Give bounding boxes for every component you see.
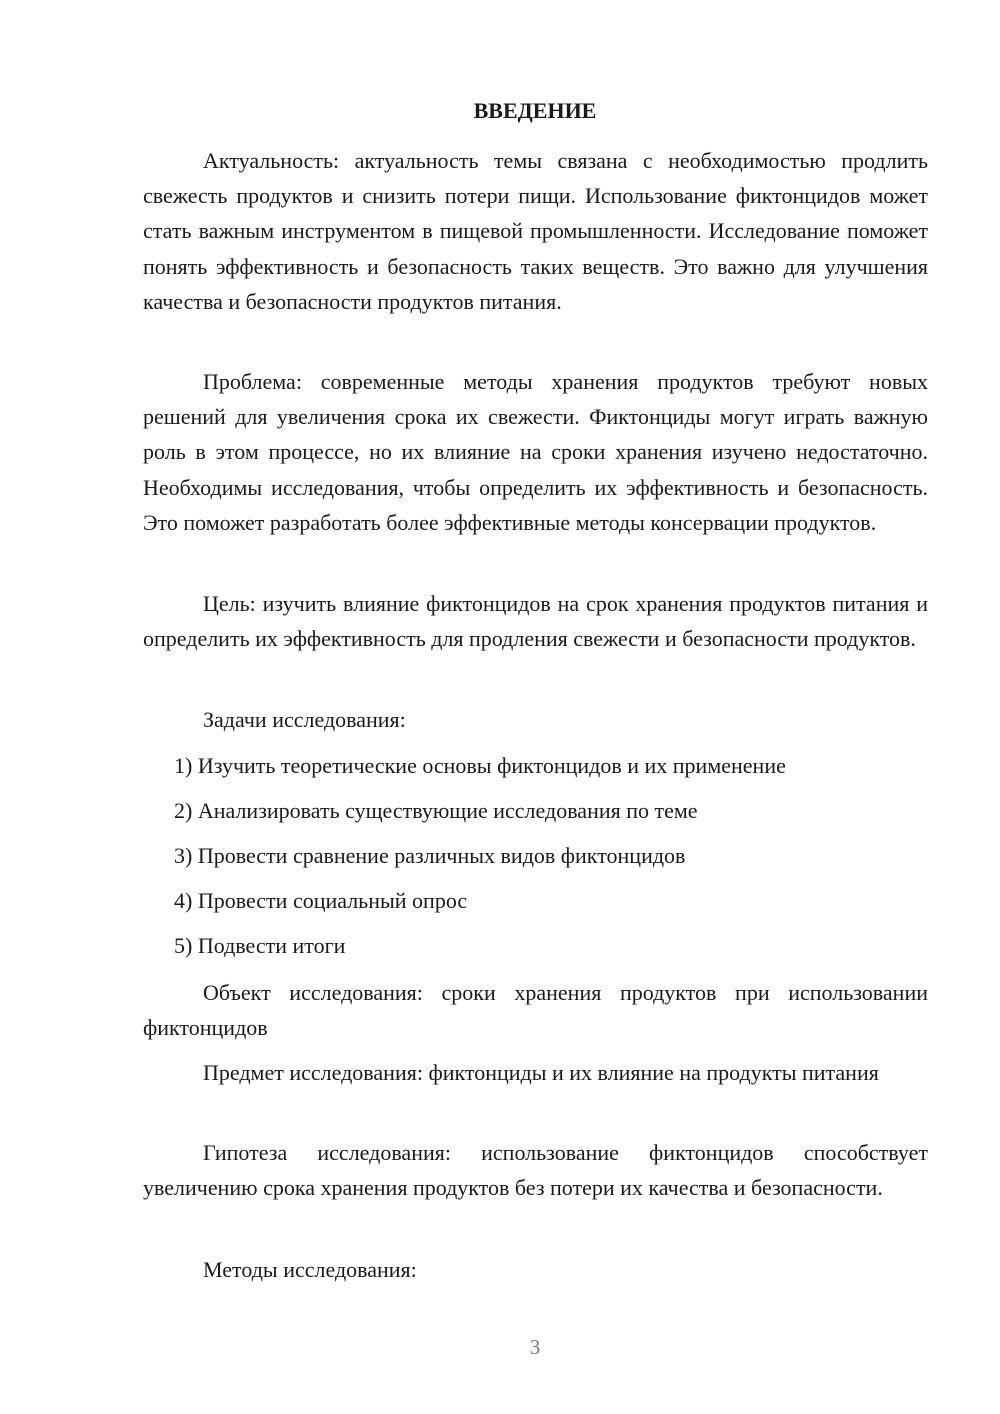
task-item: 1) Изучить теоретические основы фиктонцидов и их применение — [174, 753, 786, 778]
page-title: ВВЕДЕНИЕ — [473, 98, 597, 123]
paragraph-goal: Цель: изучить влияние фиктонцидов на срок хранения продуктов питания и определить их эффективность для продления свежести и безопасности продуктов. — [143, 591, 928, 652]
paragraph-problem: Проблема: современные методы хранения продуктов требуют новых решений для увеличения срока их свежести. Фиктонциды могут играть важную роль в этом процессе, но их влияние на сроки хранения изучено недостаточно. Необходимы исследования, чтобы определить их эффективность и безопасность. Это поможет разработать более эффективные методы консервации продуктов. — [143, 369, 928, 535]
task-item: 2) Анализировать существующие исследования по теме — [174, 798, 698, 823]
task-item: 3) Провести сравнение различных видов фиктонцидов — [174, 843, 686, 868]
task-item: 4) Провести социальный опрос — [174, 888, 468, 913]
paragraph-subject: Предмет исследования: фиктонциды и их влияние на продукты питания — [203, 1060, 879, 1085]
tasks-heading: Задачи исследования: — [203, 707, 406, 732]
paragraph-methods: Методы исследования: — [203, 1257, 417, 1282]
page-number: 3 — [529, 1335, 541, 1359]
paragraph-object: Объект исследования: сроки хранения продуктов при использовании фиктонцидов — [143, 980, 928, 1041]
paragraph-hypothesis: Гипотеза исследования: использование фиктонцидов способствует увеличению срока хранения продуктов без потери их качества и безопасности. — [143, 1140, 928, 1201]
task-item: 5) Подвести итоги — [174, 933, 346, 958]
paragraph-relevance: Актуальность: актуальность темы связана с необходимостью продлить свежесть продуктов и снизить потери пищи. Использование фиктонцидов может стать важным инструментом в пищевой промышленности. Исследование поможет понять эффективность и безопасность таких веществ. Это важно для улучшения качества и безопасности продуктов питания. — [143, 148, 928, 314]
